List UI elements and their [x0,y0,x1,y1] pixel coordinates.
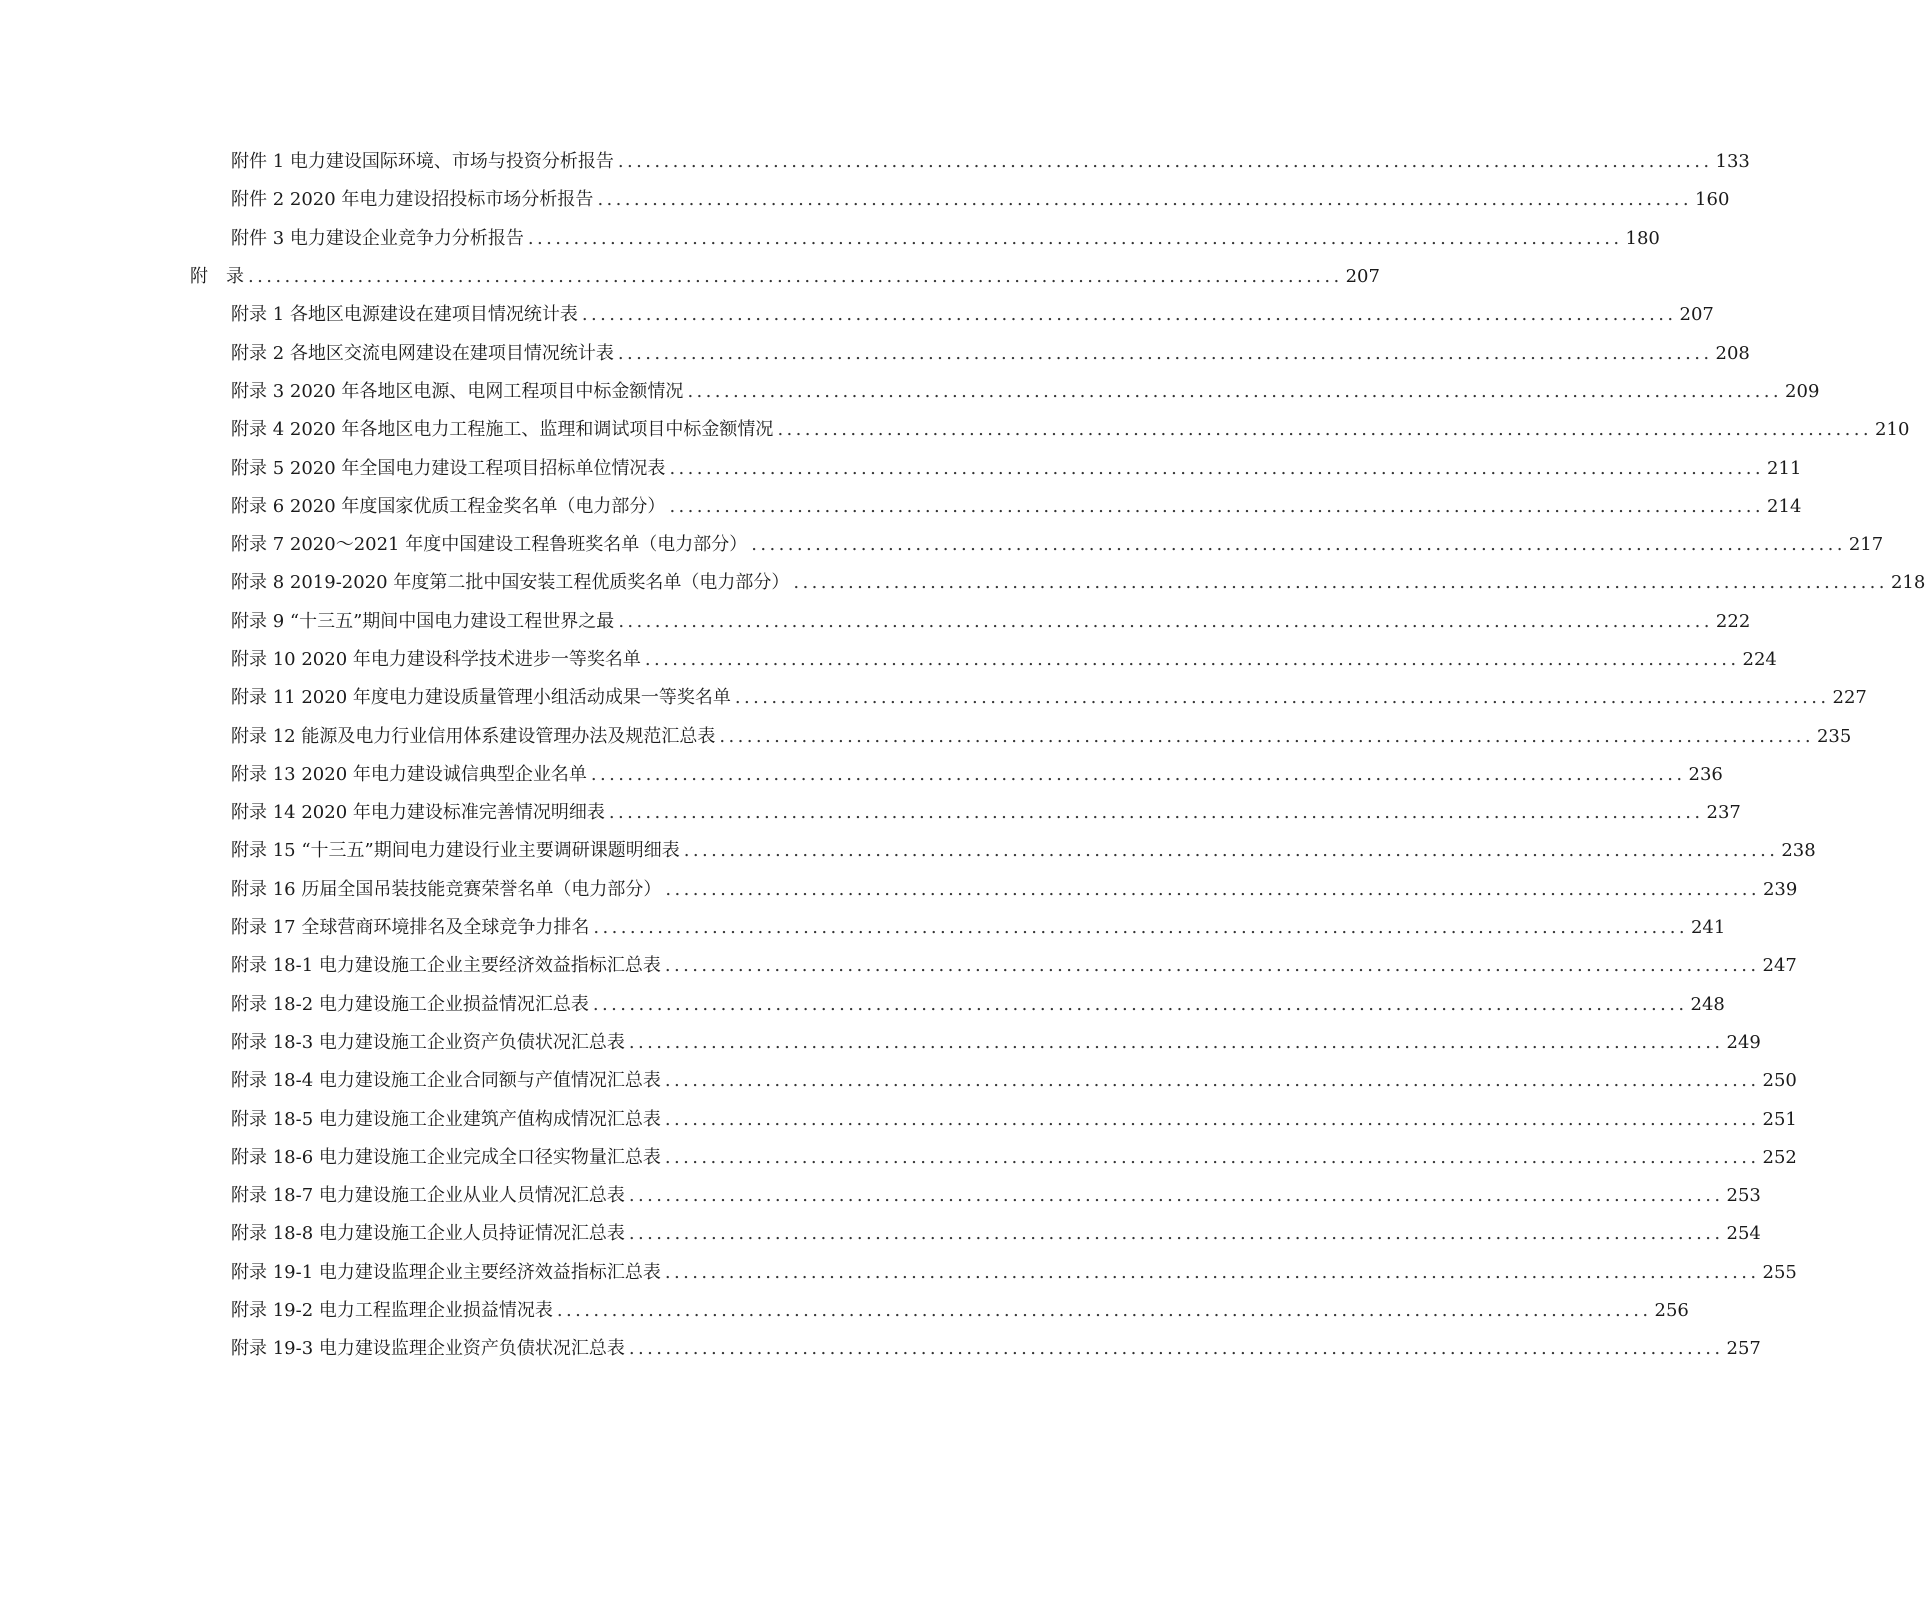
toc-page-number: 209 [1785,380,1820,402]
toc-page-number: 207 [1345,266,1380,288]
toc-dot-leader: ........................................................................................................................ [793,572,1888,594]
toc-page-number: 236 [1688,763,1723,785]
toc-page-number: 255 [1762,1261,1797,1283]
toc-entry[interactable] [0,717,1852,755]
toc-entry-title: 附录 16 历届全国吊装技能竞赛荣誉名单（电力部分） [231,878,662,900]
toc-page-number: 211 [1767,457,1802,479]
toc-dot-leader: ........................................................................................................................ [628,1185,1724,1207]
toc-entry-title: 附件 1 电力建设国际环境、市场与投资分析报告 [231,151,614,173]
toc-entry[interactable] [0,258,1380,296]
toc-entry[interactable] [0,603,1751,641]
toc-page-number: 224 [1742,649,1777,670]
toc-page-number: 252 [1762,1146,1797,1168]
toc-entry[interactable] [0,1062,1797,1100]
toc-page-number: 222 [1715,610,1751,632]
toc-entry-title: 附录 13 2020 年电力建设诚信典型企业名单 [231,763,587,785]
toc-page-number: 253 [1726,1185,1761,1207]
toc-page-number: 238 [1781,840,1816,862]
toc-entry-title: 附件 2 2020 年电力建设招投标市场分析报告 [231,189,594,211]
toc-dot-leader: ........................................................................................................................ [669,457,1765,479]
toc-dot-leader: ........................................................................................................................ [628,1338,1724,1360]
toc-entry-title: 附录 11 2020 年度电力建设质量管理小组活动成果一等奖名单 [231,687,731,709]
toc-entry-title: 附录 19-3 电力建设监理企业资产负债状况汇总表 [231,1338,625,1360]
toc-entry[interactable] [0,1215,1761,1253]
toc-entry-title: 附录 17 全球营商环境排名及全球竞争力排名 [231,917,590,939]
toc-page-number: 133 [1715,151,1750,173]
toc-entry[interactable] [0,986,1725,1024]
toc-dot-leader: ........................................................................................................................ [683,840,1779,862]
toc-page-number: 251 [1762,1108,1797,1130]
toc-entry-title: 附录 4 2020 年各地区电力工程施工、监理和调试项目中标金额情况 [231,419,774,441]
toc-entry-title: 附录 18-8 电力建设施工企业人员持证情况汇总表 [231,1223,625,1245]
toc-page-number: 241 [1690,917,1726,939]
toc-entry[interactable] [0,1139,1797,1177]
toc-dot-leader: ........................................................................................................................ [777,419,1873,441]
toc-dot-leader: ........................................................................................................................ [664,1261,1760,1283]
toc-entry[interactable] [0,1177,1761,1215]
toc-entry-title: 附录 1 各地区电源建设在建项目情况统计表 [231,304,578,326]
toc-entry-title: 附录 14 2020 年电力建设标准完善情况明细表 [231,802,605,824]
toc-entry[interactable] [0,411,1910,449]
toc-page-number: 248 [1690,993,1725,1015]
toc-dot-leader: ........................................................................................................................ [617,342,1713,364]
toc-entry[interactable] [0,756,1723,794]
toc-page-number: 247 [1762,955,1797,977]
toc-entry[interactable] [0,909,1726,947]
toc-entry-title: 附录 2 各地区交流电网建设在建项目情况统计表 [231,342,614,364]
toc-page-number: 237 [1706,802,1741,824]
toc-entry-title: 附录 19-2 电力工程监理企业损益情况表 [231,1300,553,1322]
toc-entry[interactable] [0,1330,1761,1368]
toc-entry-title: 附录 10 2020 年电力建设科学技术进步一等奖名单 [231,649,641,670]
toc-entry-title: 附录 18-6 电力建设施工企业完成全口径实物量汇总表 [231,1146,661,1168]
toc-dot-leader: ........................................................................................................................ [617,151,1713,173]
toc-page-number: 254 [1726,1223,1761,1245]
toc-entry-title: 附录 18-3 电力建设施工企业资产负债状况汇总表 [231,1031,625,1053]
toc-entry[interactable] [0,832,1816,870]
toc-entry-title: 附录 3 2020 年各地区电源、电网工程项目中标金额情况 [231,380,684,402]
toc-entry[interactable] [0,679,1867,717]
toc-dot-leader: ........................................................................................................................ [628,1031,1724,1053]
toc-dot-leader: ........................................................................................................................ [664,1146,1760,1168]
toc-entry-title: 附录 8 2019-2020 年度第二批中国安装工程优质奖名单（电力部分） [231,572,790,594]
toc-entry[interactable] [0,871,1798,909]
toc-dot-leader: ........................................................................................................................ [644,649,1740,670]
toc-entry-title: 附录 18-1 电力建设施工企业主要经济效益指标汇总表 [231,955,661,977]
toc-dot-leader: ........................................................................................................................ [590,763,1686,785]
toc-entry[interactable] [0,334,1750,372]
toc-entry[interactable] [0,373,1820,411]
toc-entry[interactable] [0,1024,1761,1062]
toc-entry-title: 附录 18-7 电力建设施工企业从业人员情况汇总表 [231,1185,625,1207]
toc-entry-title: 附录 9 “十三五”期间中国电力建设工程世界之最 [231,610,615,632]
toc-page-number: 249 [1726,1031,1761,1053]
toc-page-number: 160 [1695,189,1730,211]
toc-entry[interactable] [0,181,1730,219]
toc-entry-title: 附录 5 2020 年全国电力建设工程项目招标单位情况表 [231,457,666,479]
toc-entry[interactable] [0,449,1802,487]
toc-entry-title: 附录 15 “十三五”期间电力建设行业主要调研课题明细表 [231,840,680,862]
toc-entry[interactable] [0,1292,1689,1330]
toc-entry[interactable] [0,641,1777,679]
toc-page-number: 214 [1767,495,1802,517]
toc-page-number: 180 [1625,227,1660,249]
toc-entry[interactable] [0,220,1660,258]
toc-dot-leader: ........................................................................................................................ [581,304,1677,326]
toc-entry-title: 附录 18-5 电力建设施工企业建筑产值构成情况汇总表 [231,1108,661,1130]
toc-page-number: 256 [1654,1300,1689,1322]
toc-dot-leader: ........................................................................................................................ [664,1070,1760,1092]
toc-entry[interactable] [0,296,1714,334]
toc-entry[interactable] [0,488,1802,526]
toc-entry[interactable] [0,1254,1797,1292]
toc-dot-leader: ........................................................................................................................ [628,1223,1724,1245]
toc-entry[interactable] [0,526,1884,564]
toc-dot-leader: ........................................................................................................................ [669,495,1765,517]
toc-page-number: 210 [1875,419,1910,441]
toc-entry[interactable] [0,143,1750,181]
toc-dot-leader: ........................................................................................................................ [719,725,1814,747]
toc-entry-title: 附 录 [190,266,244,288]
toc-dot-leader: ........................................................................................................................ [665,878,1760,900]
toc-page-number: 257 [1726,1338,1761,1360]
toc-dot-leader: ........................................................................................................................ [608,802,1704,824]
toc-page-number: 208 [1715,342,1750,364]
toc-dot-leader: ........................................................................................................................ [556,1300,1652,1322]
toc-dot-leader: ........................................................................................................................ [687,380,1783,402]
toc-dot-leader: ........................................................................................................................ [592,993,1688,1015]
toc-page-number: 218 [1890,572,1925,594]
toc-entry-title: 附录 19-1 电力建设监理企业主要经济效益指标汇总表 [231,1261,661,1283]
toc-dot-leader: ........................................................................................................................ [527,227,1623,249]
toc-entry-title: 附录 12 能源及电力行业信用体系建设管理办法及规范汇总表 [231,725,716,747]
table-of-contents [0,143,1925,1369]
toc-entry[interactable] [0,564,1925,602]
toc-page-number: 207 [1679,304,1714,326]
toc-dot-leader: ........................................................................................................................ [751,534,1846,556]
toc-entry-title: 附件 3 电力建设企业竞争力分析报告 [231,227,524,249]
toc-dot-leader: ........................................................................................................................ [597,189,1693,211]
toc-entry[interactable] [0,1100,1797,1138]
toc-entry[interactable] [0,794,1741,832]
toc-dot-leader: ........................................................................................................................ [248,266,1343,288]
toc-dot-leader: ........................................................................................................................ [664,955,1760,977]
toc-entry-title: 附录 18-4 电力建设施工企业合同额与产值情况汇总表 [231,1070,661,1092]
toc-dot-leader: ........................................................................................................................ [593,917,1688,939]
toc-page-number: 250 [1762,1070,1797,1092]
toc-page-number: 235 [1816,725,1852,747]
toc-entry-title: 附录 18-2 电力建设施工企业损益情况汇总表 [231,993,589,1015]
toc-page-number: 217 [1848,534,1884,556]
toc-dot-leader: ........................................................................................................................ [618,610,1713,632]
toc-page-number: 239 [1762,878,1798,900]
toc-dot-leader: ........................................................................................................................ [734,687,1830,709]
toc-entry[interactable] [0,947,1797,985]
toc-page-number: 227 [1832,687,1867,709]
toc-dot-leader: ........................................................................................................................ [664,1108,1760,1130]
toc-entry-title: 附录 6 2020 年度国家优质工程金奖名单（电力部分） [231,495,666,517]
toc-entry-title: 附录 7 2020～2021 年度中国建设工程鲁班奖名单（电力部分） [231,534,748,556]
